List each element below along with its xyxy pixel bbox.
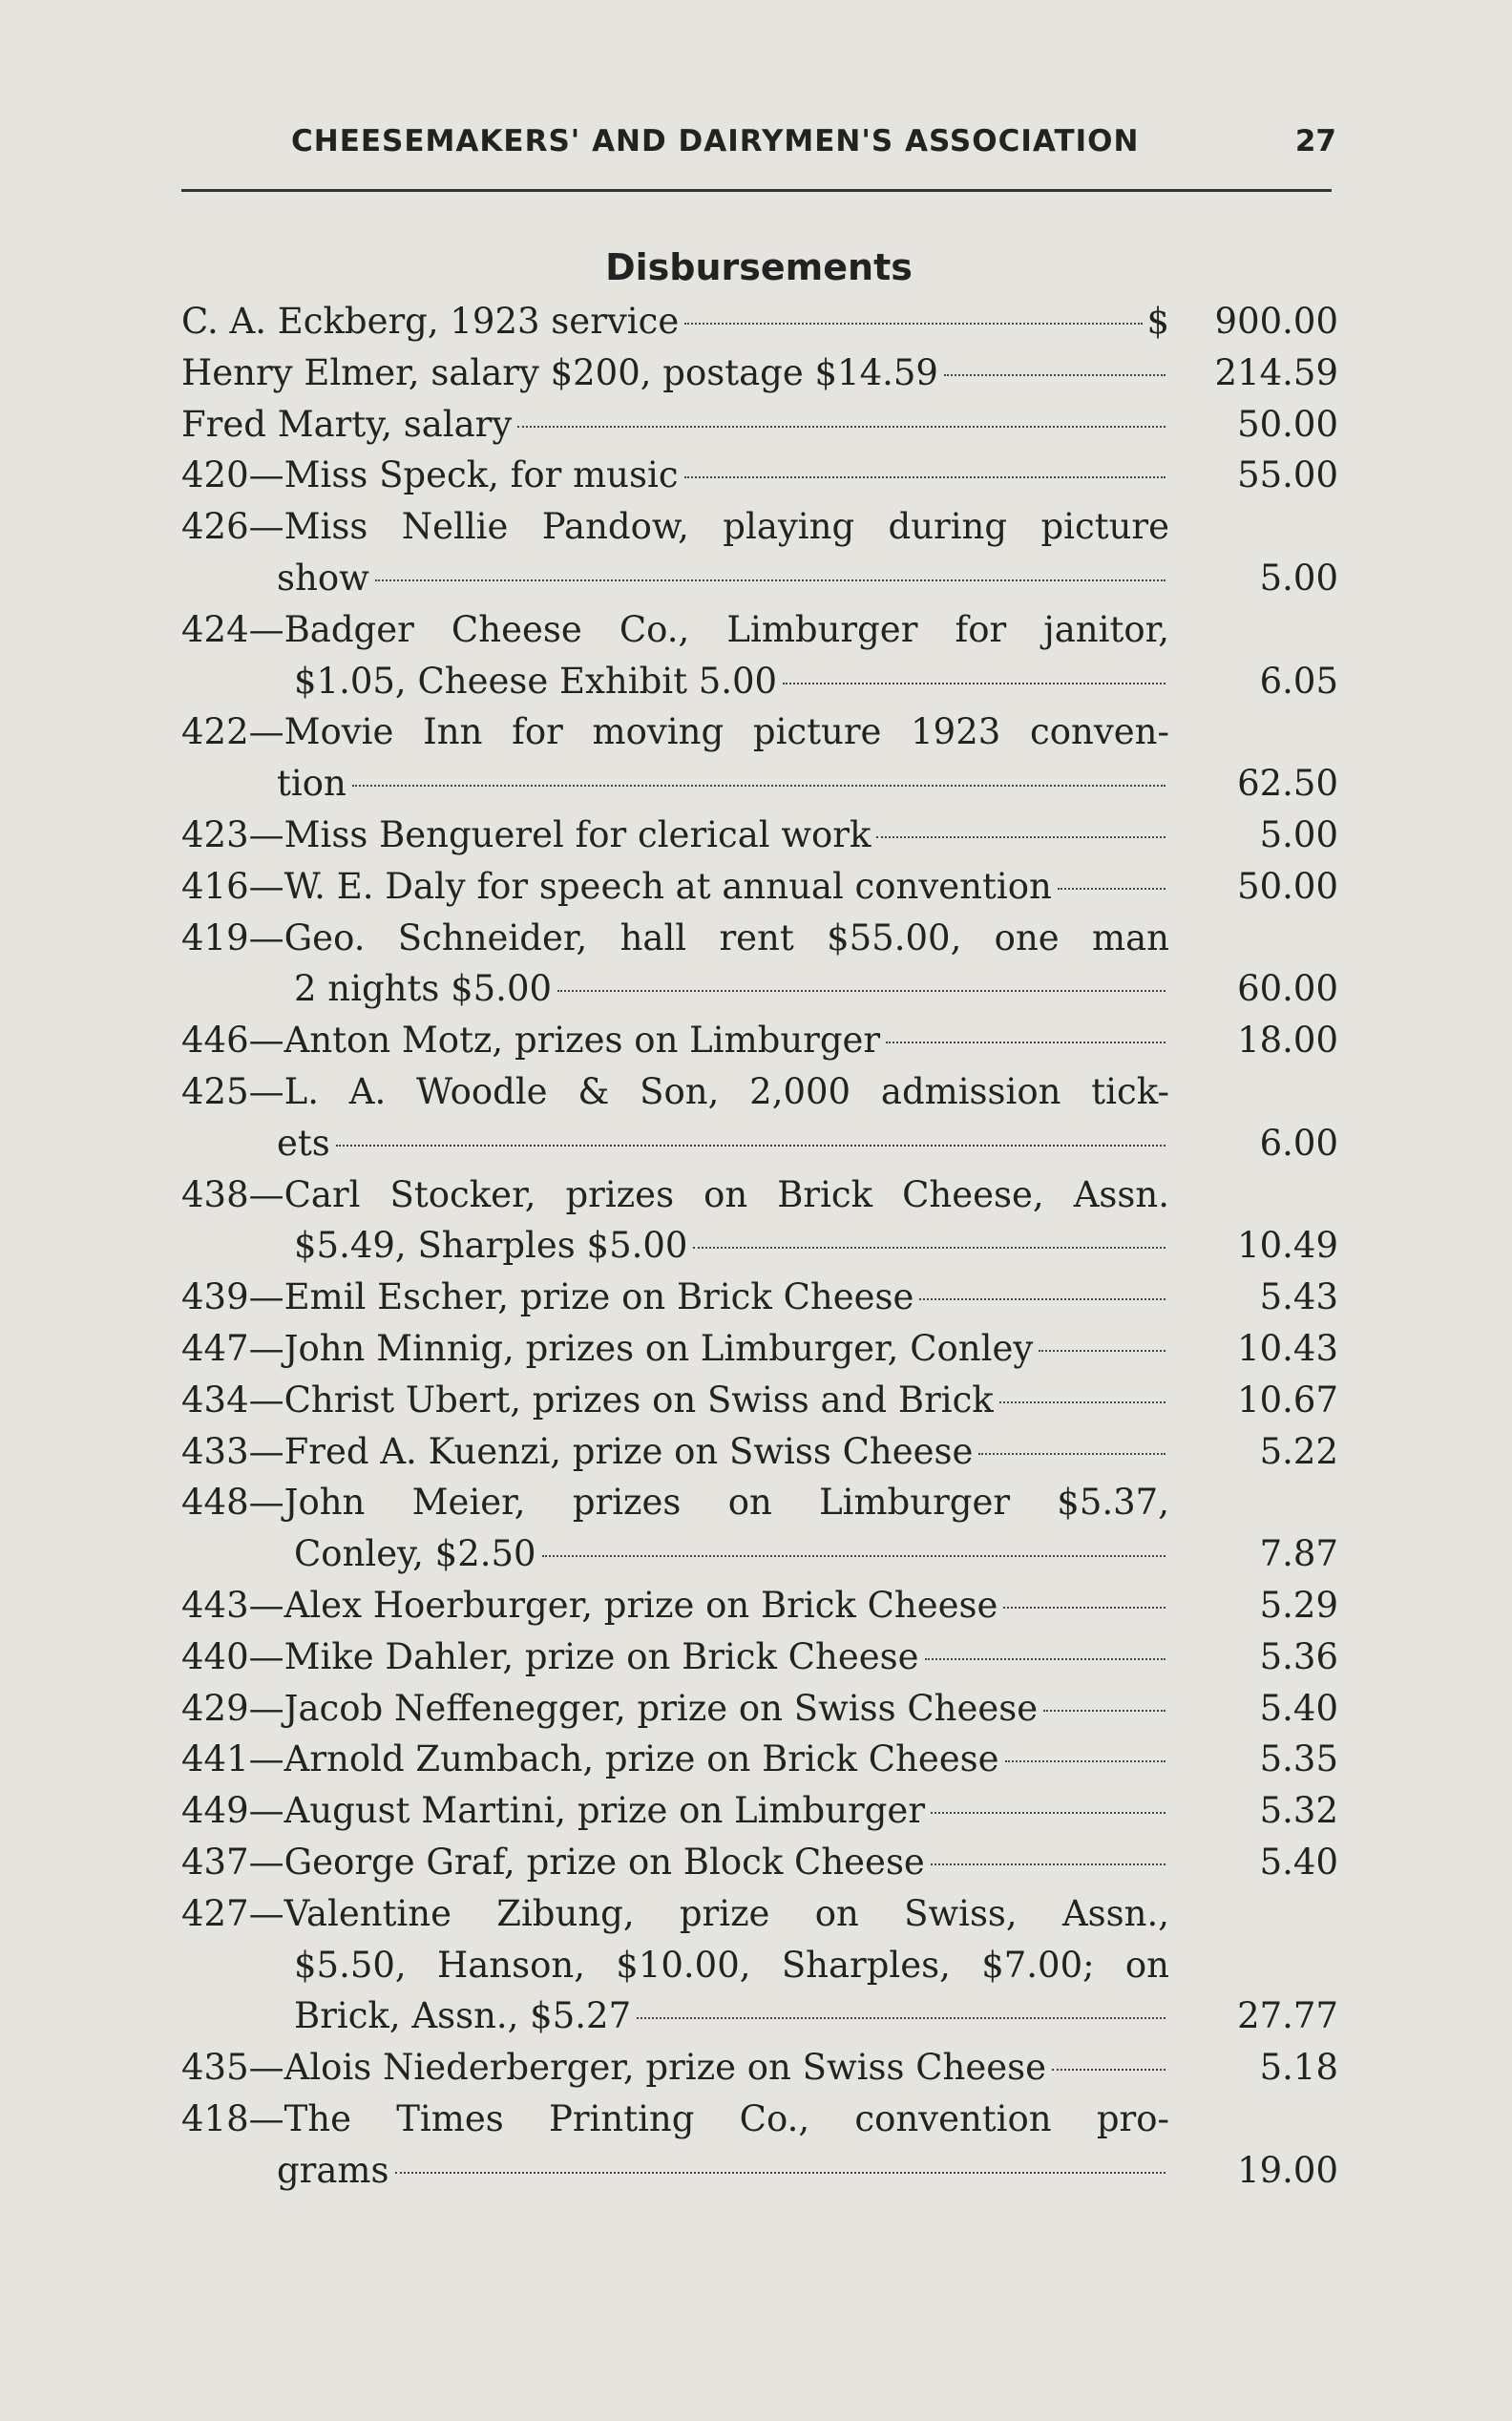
ledger-entry xyxy=(181,1477,1355,1580)
entry-description xyxy=(181,861,1169,913)
entry-description xyxy=(181,1683,1169,1735)
entry-text: 448—John Meier, prizes on Limburger $5.37, xyxy=(181,1482,1169,1524)
entry-amount: 6.05 xyxy=(1259,660,1338,702)
entry-description-continued xyxy=(181,1220,1169,1272)
entry-text: $1.05, Cheese Exhibit 5.00 xyxy=(294,660,778,702)
entry-amount: 27.77 xyxy=(1237,1995,1338,2037)
entry-amount: 5.00 xyxy=(1259,813,1338,855)
entry-amount: 5.40 xyxy=(1259,1687,1338,1729)
dot-leader xyxy=(1058,888,1166,890)
ledger-entry xyxy=(181,1272,1355,1323)
dot-leader xyxy=(1039,1350,1166,1352)
ledger-entry xyxy=(181,1734,1355,1785)
entry-text: $5.49, Sharples $5.00 xyxy=(294,1225,688,1267)
entry-description xyxy=(181,1580,1169,1632)
entry-description-continued xyxy=(181,2145,1169,2197)
entry-amount: 50.00 xyxy=(1237,865,1338,907)
entry-text: 418—The Times Printing Co., convention pro- xyxy=(181,2097,1169,2139)
entry-description xyxy=(181,1477,1169,1528)
entry-amount: 55.00 xyxy=(1237,454,1338,496)
dot-leader xyxy=(1052,2069,1166,2071)
entry-text: ets xyxy=(277,1122,330,1164)
entry-description xyxy=(181,810,1169,861)
ledger-entry xyxy=(181,1169,1355,1273)
entry-description-continued xyxy=(181,758,1169,810)
ledger-entry xyxy=(181,1066,1355,1169)
entry-description-continued xyxy=(181,1528,1169,1580)
ledger-entry xyxy=(181,1632,1355,1683)
dollar-sign: $ xyxy=(1146,301,1169,342)
entry-description-continued xyxy=(181,656,1169,707)
dot-leader xyxy=(931,1863,1166,1865)
entry-text: 440—Mike Dahler, prize on Brick Cheese xyxy=(181,1635,919,1677)
entry-description-continued xyxy=(181,1990,1169,2042)
entry-amount: 62.50 xyxy=(1237,763,1338,805)
dot-leader xyxy=(925,1658,1166,1660)
entry-amount: 10.67 xyxy=(1237,1379,1338,1421)
entry-text: 438—Carl Stocker, prizes on Brick Cheese, Assn. xyxy=(181,1173,1169,1215)
entry-description xyxy=(181,913,1169,964)
ledger-entry xyxy=(181,1426,1355,1478)
running-header xyxy=(181,124,1336,162)
ledger-entry xyxy=(181,1580,1355,1632)
entry-text: tion xyxy=(277,763,346,805)
entry-description-continued xyxy=(181,1940,1169,1991)
entry-text: Fred Marty, salary xyxy=(181,403,513,445)
entry-amount: 19.00 xyxy=(1237,2149,1338,2191)
ledger-entry xyxy=(181,1837,1355,1888)
entry-description xyxy=(181,450,1169,501)
entry-description xyxy=(181,604,1169,656)
entry-text: 2 nights $5.00 xyxy=(294,968,553,1010)
dot-leader xyxy=(944,374,1166,376)
entry-amount: 6.00 xyxy=(1259,1122,1338,1164)
entry-description xyxy=(181,1015,1169,1066)
entry-amount: 5.22 xyxy=(1259,1430,1338,1472)
entry-text: 427—Valentine Zibung, prize on Swiss, Assn., xyxy=(181,1892,1169,1934)
entry-text: C. A. Eckberg, 1923 service xyxy=(181,301,680,342)
entry-description xyxy=(181,1426,1169,1478)
entry-description xyxy=(181,1785,1169,1837)
entry-amount: 5.29 xyxy=(1259,1584,1338,1626)
ledger-entry xyxy=(181,604,1355,707)
entry-amount: 5.40 xyxy=(1259,1841,1338,1883)
dot-leader xyxy=(375,579,1166,581)
entry-text: 423—Miss Benguerel for clerical work xyxy=(181,813,872,855)
entry-amount: 5.32 xyxy=(1259,1790,1338,1832)
entry-description-continued xyxy=(181,963,1169,1015)
entry-description xyxy=(181,1066,1169,1118)
ledger-entry xyxy=(181,450,1355,501)
entry-text: 439—Emil Escher, prize on Brick Cheese xyxy=(181,1276,914,1318)
entry-text: 447—John Minnig, prizes on Limburger, Conley xyxy=(181,1327,1034,1369)
ledger-entry xyxy=(181,2094,1355,2197)
entry-text: 441—Arnold Zumbach, prize on Brick Cheese xyxy=(181,1738,999,1780)
entry-text: Conley, $2.50 xyxy=(294,1533,536,1575)
ledger-entry xyxy=(181,810,1355,861)
dot-leader xyxy=(876,836,1166,838)
dot-leader xyxy=(395,2172,1166,2174)
dot-leader xyxy=(684,476,1166,478)
section-title: Disbursements xyxy=(605,246,913,288)
ledger-entry xyxy=(181,913,1355,1016)
entry-text: 426—Miss Nellie Pandow, playing during picture xyxy=(181,506,1169,548)
entry-amount: 5.43 xyxy=(1259,1276,1338,1318)
entry-description xyxy=(181,296,1169,347)
ledger-entry xyxy=(181,1015,1355,1066)
ledger-entry xyxy=(181,1323,1355,1375)
entry-description xyxy=(181,1632,1169,1683)
entry-description xyxy=(181,399,1169,451)
running-title: CHEESEMAKERS' AND DAIRYMEN'S ASSOCIATION xyxy=(291,124,1140,158)
entry-text: 433—Fred A. Kuenzi, prize on Swiss Cheese xyxy=(181,1430,974,1472)
entry-amount: 50.00 xyxy=(1237,403,1338,445)
entry-description xyxy=(181,1888,1169,1940)
entry-description xyxy=(181,1375,1169,1426)
dot-leader xyxy=(542,1555,1166,1557)
ledger-entry xyxy=(181,1683,1355,1735)
dot-leader xyxy=(783,683,1166,684)
dot-leader xyxy=(1003,1607,1166,1609)
entry-amount: 5.36 xyxy=(1259,1635,1338,1677)
entry-text: 449—August Martini, prize on Limburger xyxy=(181,1790,926,1832)
dot-leader xyxy=(999,1401,1166,1403)
entry-description xyxy=(181,2042,1169,2094)
entry-amount: 18.00 xyxy=(1237,1020,1338,1062)
entry-description xyxy=(181,2094,1169,2145)
ledger-entry xyxy=(181,501,1355,604)
entry-description xyxy=(181,706,1169,758)
entry-description xyxy=(181,1272,1169,1323)
entry-amount: 5.00 xyxy=(1259,557,1338,599)
entry-text: 420—Miss Speck, for music xyxy=(181,454,679,496)
header-rule xyxy=(181,189,1332,192)
dot-leader xyxy=(1043,1710,1166,1712)
entry-amount: 10.49 xyxy=(1237,1225,1338,1267)
entry-text: grams xyxy=(277,2149,389,2191)
dot-leader xyxy=(919,1298,1166,1300)
entry-amount: 7.87 xyxy=(1259,1533,1338,1575)
ledger-entry xyxy=(181,706,1355,810)
dot-leader xyxy=(517,426,1166,428)
dot-leader xyxy=(931,1812,1166,1814)
entry-text: 446—Anton Motz, prizes on Limburger xyxy=(181,1020,881,1062)
ledger-entry xyxy=(181,296,1355,347)
entry-text: 435—Alois Niederberger, prize on Swiss Cheese xyxy=(181,2047,1047,2089)
ledger-entry xyxy=(181,399,1355,451)
entry-description xyxy=(181,1323,1169,1375)
entry-amount: 5.35 xyxy=(1259,1738,1338,1780)
entry-text: $5.50, Hanson, $10.00, Sharples, $7.00; on xyxy=(294,1944,1169,1986)
disbursements-list xyxy=(181,296,1355,2196)
ledger-entry xyxy=(181,1375,1355,1426)
entry-text: 434—Christ Ubert, prizes on Swiss and Brick xyxy=(181,1379,994,1421)
entry-text: 425—L. A. Woodle & Son, 2,000 admission tick- xyxy=(181,1070,1169,1112)
entry-text: 437—George Graf, prize on Block Cheese xyxy=(181,1841,925,1883)
entry-text: 419—Geo. Schneider, hall rent $55.00, one man xyxy=(181,916,1169,958)
ledger-entry xyxy=(181,1785,1355,1837)
dot-leader xyxy=(886,1042,1166,1043)
entry-text: 416—W. E. Daly for speech at annual convention xyxy=(181,865,1052,907)
entry-amount: 900.00 xyxy=(1214,301,1338,342)
entry-text: show xyxy=(277,557,369,599)
dot-leader xyxy=(352,785,1166,787)
entry-amount: 60.00 xyxy=(1237,968,1338,1010)
entry-text: 422—Movie Inn for moving picture 1923 conven- xyxy=(181,711,1169,753)
entry-amount: 214.59 xyxy=(1214,351,1338,393)
entry-text: 424—Badger Cheese Co., Limburger for janitor, xyxy=(181,608,1169,650)
entry-description xyxy=(181,1837,1169,1888)
entry-amount: 5.18 xyxy=(1259,2047,1338,2089)
entry-description xyxy=(181,1734,1169,1785)
entry-description-continued xyxy=(181,553,1169,604)
dot-leader xyxy=(1005,1760,1166,1762)
entry-text: 443—Alex Hoerburger, prize on Brick Cheese xyxy=(181,1584,998,1626)
dot-leader xyxy=(557,990,1166,992)
page-number: 27 xyxy=(1294,124,1336,158)
entry-description xyxy=(181,501,1169,553)
entry-text: 429—Jacob Neffenegger, prize on Swiss Cheese xyxy=(181,1687,1039,1729)
ledger-entry xyxy=(181,2042,1355,2094)
dot-leader xyxy=(637,2017,1166,2019)
entry-description xyxy=(181,1169,1169,1221)
dot-leader xyxy=(693,1247,1166,1249)
entry-text: Henry Elmer, salary $200, postage $14.59 xyxy=(181,351,938,393)
entry-amount: 10.43 xyxy=(1237,1327,1338,1369)
entry-description-continued xyxy=(181,1118,1169,1169)
dot-leader xyxy=(336,1145,1166,1147)
dot-leader xyxy=(978,1453,1166,1455)
ledger-entry xyxy=(181,1888,1355,2042)
entry-description xyxy=(181,347,1169,399)
dot-leader xyxy=(684,323,1143,325)
ledger-entry xyxy=(181,861,1355,913)
entry-text: Brick, Assn., $5.27 xyxy=(294,1995,632,2037)
ledger-entry xyxy=(181,347,1355,399)
